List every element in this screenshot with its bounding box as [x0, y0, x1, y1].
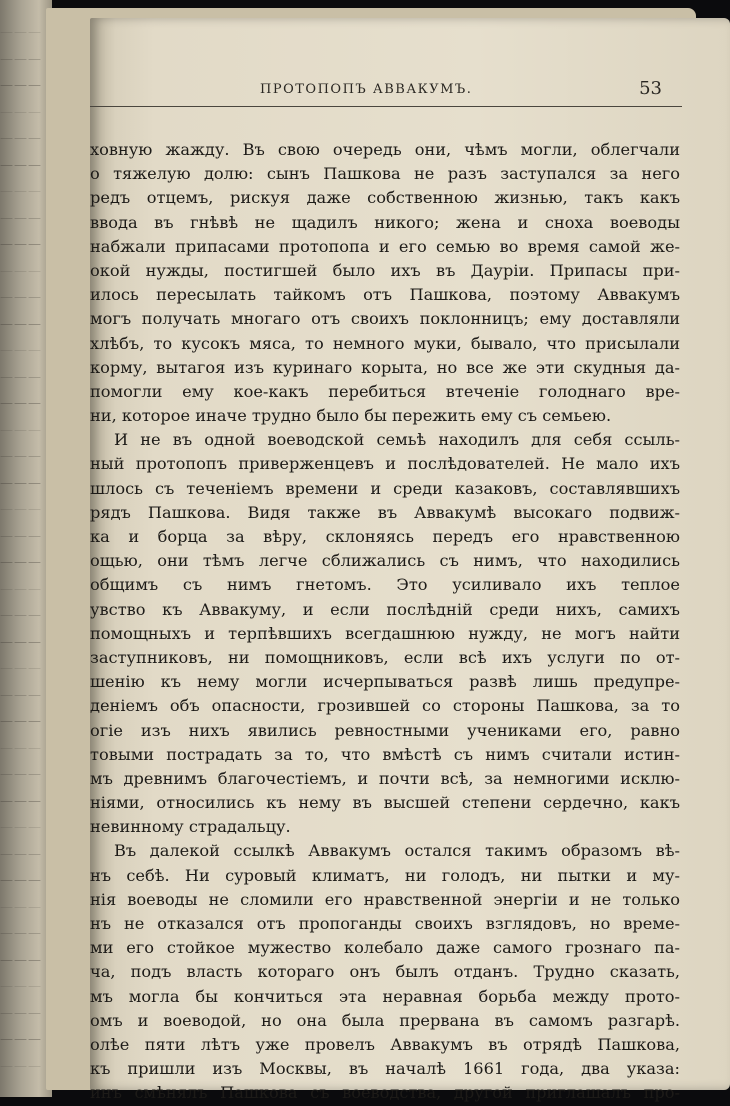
edge-fragment: ———: [0, 952, 42, 968]
text-line: товыми пострадать за то, что вмѣстѣ съ нимъ считали истин-: [90, 744, 680, 764]
text-line: олѣе пяти лѣтъ уже провелъ Аввакумъ въ отрядѣ Пашкова,: [90, 1034, 680, 1054]
edge-fragment: ———: [0, 343, 42, 358]
text-line: къ пришли изъ Москвы, въ началѣ 1661 года, два указа:: [90, 1059, 680, 1079]
text-line: мъ древнимъ благочестіемъ, и почти всѣ, за немногими исклю-: [90, 768, 680, 788]
text-line: могъ получать многаго отъ своихъ поклонницъ; ему доставляли: [90, 309, 680, 329]
page-header: [90, 76, 682, 107]
edge-fragment: ———: [0, 899, 42, 915]
edge-fragment: ———: [0, 873, 42, 888]
text-line: ный протопопъ приверженцевъ и послѣдователей. Не мало ихъ: [90, 454, 680, 474]
edge-fragment: ———: [0, 502, 42, 517]
left-page-edge: [0, 0, 52, 1097]
edge-fragment: ———: [0, 78, 42, 93]
text-line: инъ смѣнялъ Пашкова съ воеводства, другой приглашалъ про-: [90, 1083, 680, 1103]
page-number: 53: [639, 78, 662, 99]
text-line: набжали припасами протопопа и его семью во время самой же-: [90, 236, 680, 256]
edge-fragment: ———: [0, 979, 42, 994]
edge-fragment: ———: [0, 25, 42, 40]
text-line: огіе изъ нихъ явились ревностными учениками его, равно: [90, 720, 680, 740]
text-line: невинному страдальцу.: [90, 817, 291, 837]
text-line: ка и борца за вѣру, склоняясь передъ его нравственною: [90, 527, 680, 546]
edge-fragment: ———: [0, 687, 42, 703]
text-line: ощью, они тѣмъ легче сближались съ нимъ, что находились: [90, 551, 680, 571]
text-line: нъ не отказался отъ пропоганды своихъ взглядовъ, но време-: [90, 914, 680, 933]
running-title: ПРОТОПОПЪ АВВАКУМЪ.: [260, 82, 473, 97]
text-line: о тяжелую долю: сынъ Пашкова не разъ заступался за него: [90, 164, 680, 184]
text-line: шенію къ нему могли исчерпываться развѣ лишь предупре-: [90, 672, 680, 692]
text-line: помощныхъ и терпѣвшихъ всегдашнюю нужду, не могъ найти: [90, 623, 680, 643]
edge-fragment: ———: [0, 157, 42, 173]
book-page-stack: [46, 8, 696, 1103]
text-line: мъ могла бы кончиться эта неравная борьба между прото-: [90, 986, 680, 1006]
text-line: илось пересылать тайкомъ отъ Пашкова, поэтому Аввакумъ: [90, 285, 680, 305]
text-line: заступниковъ, ни помощниковъ, если всѣ ихъ услуги по от-: [90, 647, 680, 667]
edge-fragment: ———: [0, 608, 42, 623]
text-line: помогли ему кое-какъ перебиться втеченіе голоднаго вре-: [90, 381, 680, 401]
text-line: ховную жажду. Въ свою очередь они, чѣмъ могли, облегчали: [90, 140, 680, 159]
text-line: увство къ Аввакуму, и если послѣдній среди нихъ, самихъ: [90, 599, 680, 619]
edge-fragment: ———: [0, 237, 42, 252]
edge-fragment: ———: [0, 661, 42, 676]
text-line: редъ отцемъ, рискуя даже собственною жизнью, такъ какъ: [90, 188, 680, 208]
text-line: И не въ одной воеводской семьѣ находилъ для себя ссыль-: [114, 430, 680, 450]
left-page-text-fragments: [0, 0, 52, 1080]
text-line: ніями, относились къ нему въ высшей степени сердечно, какъ: [90, 793, 680, 813]
text-line: ни, которое иначе трудно было бы пережить ему съ семьею.: [90, 406, 612, 426]
text-line: корму, вытагоя изъ куринаго корыта, но все же эти скудныя да-: [90, 357, 680, 377]
text-line: ча, подъ власть котораго онъ былъ отданъ. Трудно сказать,: [90, 962, 680, 982]
text-line: ввода въ гнѣвѣ не щадилъ никого; жена и сноха воеводы: [90, 212, 680, 232]
text-line: хлѣбъ, то кусокъ мяса, то немного муки, бывало, что присылали: [90, 333, 680, 353]
edge-fragment: ———: [0, 555, 42, 570]
edge-fragment: ———: [0, 714, 42, 729]
edge-fragment: ———: [0, 263, 42, 279]
edge-fragment: ———: [0, 475, 42, 491]
edge-fragment: ———: [0, 581, 42, 597]
text-line: рядъ Пашкова. Видя также въ Аввакумѣ высокаго подвиж-: [90, 502, 680, 522]
edge-fragment: ———: [0, 528, 42, 544]
text-line: шлось съ теченіемъ времени и среди казаковъ, составлявшихъ: [90, 478, 680, 498]
edge-fragment: ———: [0, 1005, 42, 1021]
text-line: Въ далекой ссылкѣ Аввакумъ остался такимъ образомъ вѣ-: [114, 841, 680, 861]
body-text: [90, 138, 680, 1106]
edge-fragment: ———: [0, 104, 42, 120]
book-page: [90, 18, 730, 1103]
edge-fragment: ———: [0, 184, 42, 199]
text-line: ми его стойкое мужество колебало даже самого грознаго па-: [90, 938, 680, 958]
edge-fragment: ———: [0, 316, 42, 332]
text-line: общимъ съ нимъ гнетомъ. Это усиливало ихъ теплое: [90, 575, 680, 595]
text-line: нія воеводы не сломили его нравственной энергіи и не только: [90, 889, 680, 909]
edge-fragment: ———: [0, 449, 42, 464]
edge-fragment: ———: [0, 820, 42, 835]
text-line: окой нужды, постигшей было ихъ въ Дауріи. Припасы при-: [90, 260, 680, 280]
edge-fragment: ———: [0, 396, 42, 411]
edge-fragment: ———: [0, 131, 42, 146]
edge-fragment: ———: [0, 1058, 42, 1074]
text-line: деніемъ объ опасности, грозившей со стороны Пашкова, за то: [90, 696, 680, 716]
edge-fragment: ———: [0, 1032, 42, 1047]
edge-fragment: ———: [0, 369, 42, 385]
edge-fragment: ———: [0, 290, 42, 305]
edge-fragment: ———: [0, 634, 42, 650]
edge-fragment: ———: [0, 51, 42, 67]
edge-fragment: ———: [0, 767, 42, 782]
edge-fragment: ———: [0, 422, 42, 438]
edge-fragment: ———: [0, 846, 42, 862]
edge-fragment: ———: [0, 740, 42, 756]
text-line: омъ и воеводой, но она была прервана въ самомъ разгарѣ.: [90, 1010, 680, 1030]
edge-fragment: ———: [0, 793, 42, 809]
edge-fragment: ———: [0, 210, 42, 226]
text-line: нъ себѣ. Ни суровый климатъ, ни голодъ, ни пытки и му-: [90, 865, 680, 885]
edge-fragment: ———: [0, 926, 42, 941]
